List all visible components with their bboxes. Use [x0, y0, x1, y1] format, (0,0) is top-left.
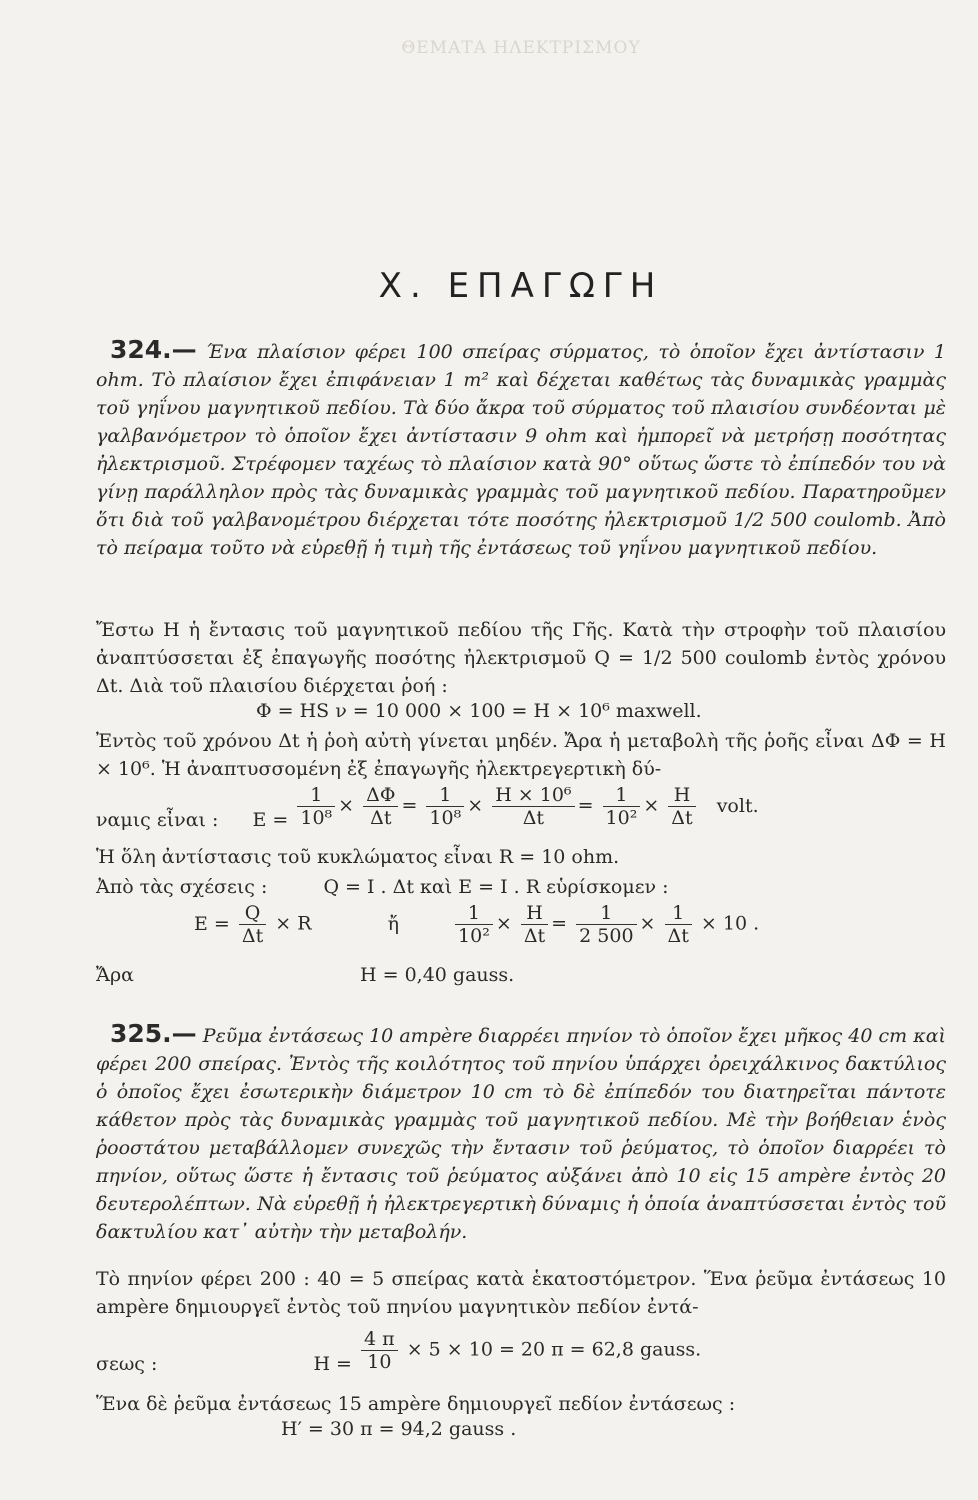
fraction: $\frac{1}{\text{10²}}$ [603, 784, 641, 829]
h-equation [96, 1328, 946, 1384]
problem-number: 324.— [110, 335, 197, 364]
fraction: $\frac{H}{\Delta t}$ [668, 784, 695, 829]
fraction: $\frac{\Delta\Phi}{\Delta t}$ [363, 784, 398, 829]
times-ten: × 10 . [700, 912, 760, 935]
fraction: $\frac{1}{\text{10²}}$ [455, 902, 493, 947]
h-rhs: × 5 × 10 = 20 π = 62,8 gauss. [406, 1338, 702, 1361]
times-r: × R [275, 912, 312, 935]
relations-line [96, 876, 946, 898]
emf-equation: ναμις εἶναι : E = $\frac{1}{\text{10⁸}}$ × $\frac{\Delta\Phi}{\Delta t}$ = $\frac{1}{\text{10⁸}}$ × $\frac{\text{H × 10⁶}}{\Delta t}$ = $\frac{1}{\text{10²}}$ × $\frac{H}{\Delta t}$ volt. [96, 784, 759, 831]
solution-324-intro: Ἔστω Η ἡ ἔντασις τοῦ μαγνητικοῦ πεδίου τῆς Γῆς. Κατὰ τὴν στροφὴν τοῦ πλαισίου ἀναπτύσσεται ἐξ ἐπαγωγῆς ποσότης ἠλεκτρισμοῦ Q = 1/2 500 coulomb ἐντὸς χρόνου Δt. Διὰ τοῦ πλαισίου διέρχεται ῥοή : [96, 619, 946, 697]
page [96, 0, 946, 1500]
problem-324 [96, 336, 946, 562]
fraction: $\frac{1}{2 500}$ [576, 902, 636, 947]
relations-label: Ἀπὸ τὰς σχέσεις : [96, 876, 268, 898]
ara-word: Ἄρα [96, 964, 134, 986]
solution-325-text2: Ἕνα δὲ ῥεῦμα ἐντάσεως 15 ampère δημιουργεῖ πεδίον ἐντάσεως : [96, 1393, 736, 1415]
h-label: σεως : [96, 1352, 158, 1375]
fraction: $\frac{1}{\Delta t}$ [665, 902, 692, 947]
chapter-title: Χ. ΕΠΑΓΩΓΗ [378, 266, 664, 306]
fraction: $\frac{Q}{\Delta t}$ [239, 902, 266, 947]
e-lhs: E = [194, 912, 230, 935]
problem-number: 325.— [110, 1019, 197, 1048]
volt-unit: volt. [716, 794, 759, 817]
problem-text: Ένα πλαίσιον φέρει 100 σπείρας σύρματος, τὸ ὁποῖον ἔχει ἀντίστασιν 1 ohm. Τὸ πλαίσιον ἔχει ἐπιφάνειαν 1 m² καὶ δέχεται καθέτως τὰς δυναμικὰς γραμμὰς τοῦ γηΐνου μαγνητικοῦ πεδίου. Τὰ δύο ἄκρα τοῦ σύρματος τοῦ πλαισίου συνδέονται μὲ γαλβανόμετρον τὸ ὁποῖον ἔχει ἀντίστασιν 9 ohm καὶ ἠμπορεῖ νὰ μετρήσῃ ποσότητας ἠλεκτρισμοῦ. Στρέφομεν ταχέως τὸ πλαίσιον κατὰ 90° οὕτως ὥστε τὸ ἐπίπεδόν του νὰ γίνῃ παράλληλον πρὸς τὰς δυναμικὰς γραμμὰς τοῦ μαγνητικοῦ πεδίου. Παρατηροῦμεν ὅτι διὰ τοῦ γαλβανομέτρου διέρχεται τότε ποσότης ἠλεκτρισμοῦ 1/2 500 coulomb. Ἀπὸ τὸ πείραμα τοῦτο νὰ εὑρεθῇ ἡ τιμὴ τῆς ἐντάσεως τοῦ γηΐνου μαγνητικοῦ πεδίου. [96, 341, 946, 559]
problem-text: Ρεῦμα ἐντάσεως 10 ampère διαρρέει πηνίον τὸ ὁποῖον ἔχει μῆκος 40 cm καὶ φέρει 200 σπείρας. Ἐντὸς τῆς κοιλότητος τοῦ πηνίου ὑπάρχει ὀρειχάλκινος δακτύλιος ὁ ὁποῖος ἔχει ἐσωτερικὴν διάμετρον 10 cm τὸ δὲ ἐπίπεδόν του διατηρεῖται πάντοτε κάθετον πρὸς τὰς δυναμικὰς γραμμὰς τοῦ μαγνητικοῦ πεδίου. Μὲ τὴν βοήθειαν ἑνὸς ῥοοστάτου μεταβάλλομεν συνεχῶς τὴν ἔντασιν τοῦ ῥεύματος, τὸ ὁποῖον διαρρέει τὸ πηνίον, οὕτως ὥστε ἡ ἔντασις τοῦ ῥεύματος αὐξάνει ἀπὸ 10 εἰς 15 ampère ἐντὸς 20 δευτερολέπτων. Νὰ εὑρεθῇ ἡ ἠλεκτρεγερτικὴ δύναμις ἡ ὁποία ἀναπτύσσεται ἐντὸς τοῦ δακτυλίου κατ᾽ αὐτὴν τὴν μεταβολήν. [96, 1025, 947, 1243]
or-word: ἤ [387, 912, 399, 935]
emf-label: ναμις εἶναι : [96, 808, 219, 831]
fraction: $\frac{H}{\Delta t}$ [521, 902, 548, 947]
result-value: H = 0,40 gauss. [360, 964, 515, 986]
fraction: $\frac{\text{H × 10⁶}}{\Delta t}$ [492, 784, 574, 829]
result-line [96, 964, 946, 986]
fraction: $\frac{1}{\text{10⁸}}$ [426, 784, 464, 829]
problem-325 [96, 1020, 946, 1246]
e-equation: E = $\frac{Q}{\Delta t}$ × R ἤ $\frac{1}{\text{10²}}$ × $\frac{H}{\Delta t}$ = $\frac{1}{2 500}$ × $\frac{1}{\Delta t}$ × 10 . [194, 902, 760, 947]
ghost-header: ΘΕΜΑΤΑ ΗΛΕΚΤΡΙΣΜΟΥ [401, 38, 641, 58]
solution-325-text: Τὸ πηνίον φέρει 200 : 40 = 5 σπείρας κατὰ ἑκατοστόμετρον. Ἕνα ῥεῦμα ἐντάσεως 10 ampère δημιουργεῖ ἐντὸς τοῦ πηνίου μαγνητικὸν πεδίον ἐντά- [96, 1268, 946, 1318]
emf-lhs: E = [252, 808, 289, 831]
final-equation: H′ = 30 π = 94,2 gauss . [281, 1418, 517, 1440]
fraction: $\frac{1}{\text{10⁸}}$ [297, 784, 335, 829]
flux-equation: Φ = HS ν = 10 000 × 100 = H × 10⁶ maxwell. [256, 700, 702, 722]
solution-324-text2: Ἐντὸς τοῦ χρόνου Δt ἡ ῥοὴ αὐτὴ γίνεται μηδέν. Ἄρα ἡ μεταβολὴ τῆς ῥοῆς εἶναι ΔΦ = H × 10⁶. Ἡ ἀναπτυσσομένη ἐξ ἐπαγωγῆς ἠλεκτρεγερτικὴ δύ- [96, 730, 946, 780]
relations-text: Q = I . Δt καὶ E = I . R εὑρίσκομεν : [323, 876, 669, 898]
h-lhs: H = [313, 1352, 352, 1375]
resistance-line: Ἡ ὅλη ἀντίστασις τοῦ κυκλώματος εἶναι R = 10 ohm. [96, 846, 620, 868]
fraction: $\frac{4 \pi}{10}$ [361, 1328, 398, 1373]
